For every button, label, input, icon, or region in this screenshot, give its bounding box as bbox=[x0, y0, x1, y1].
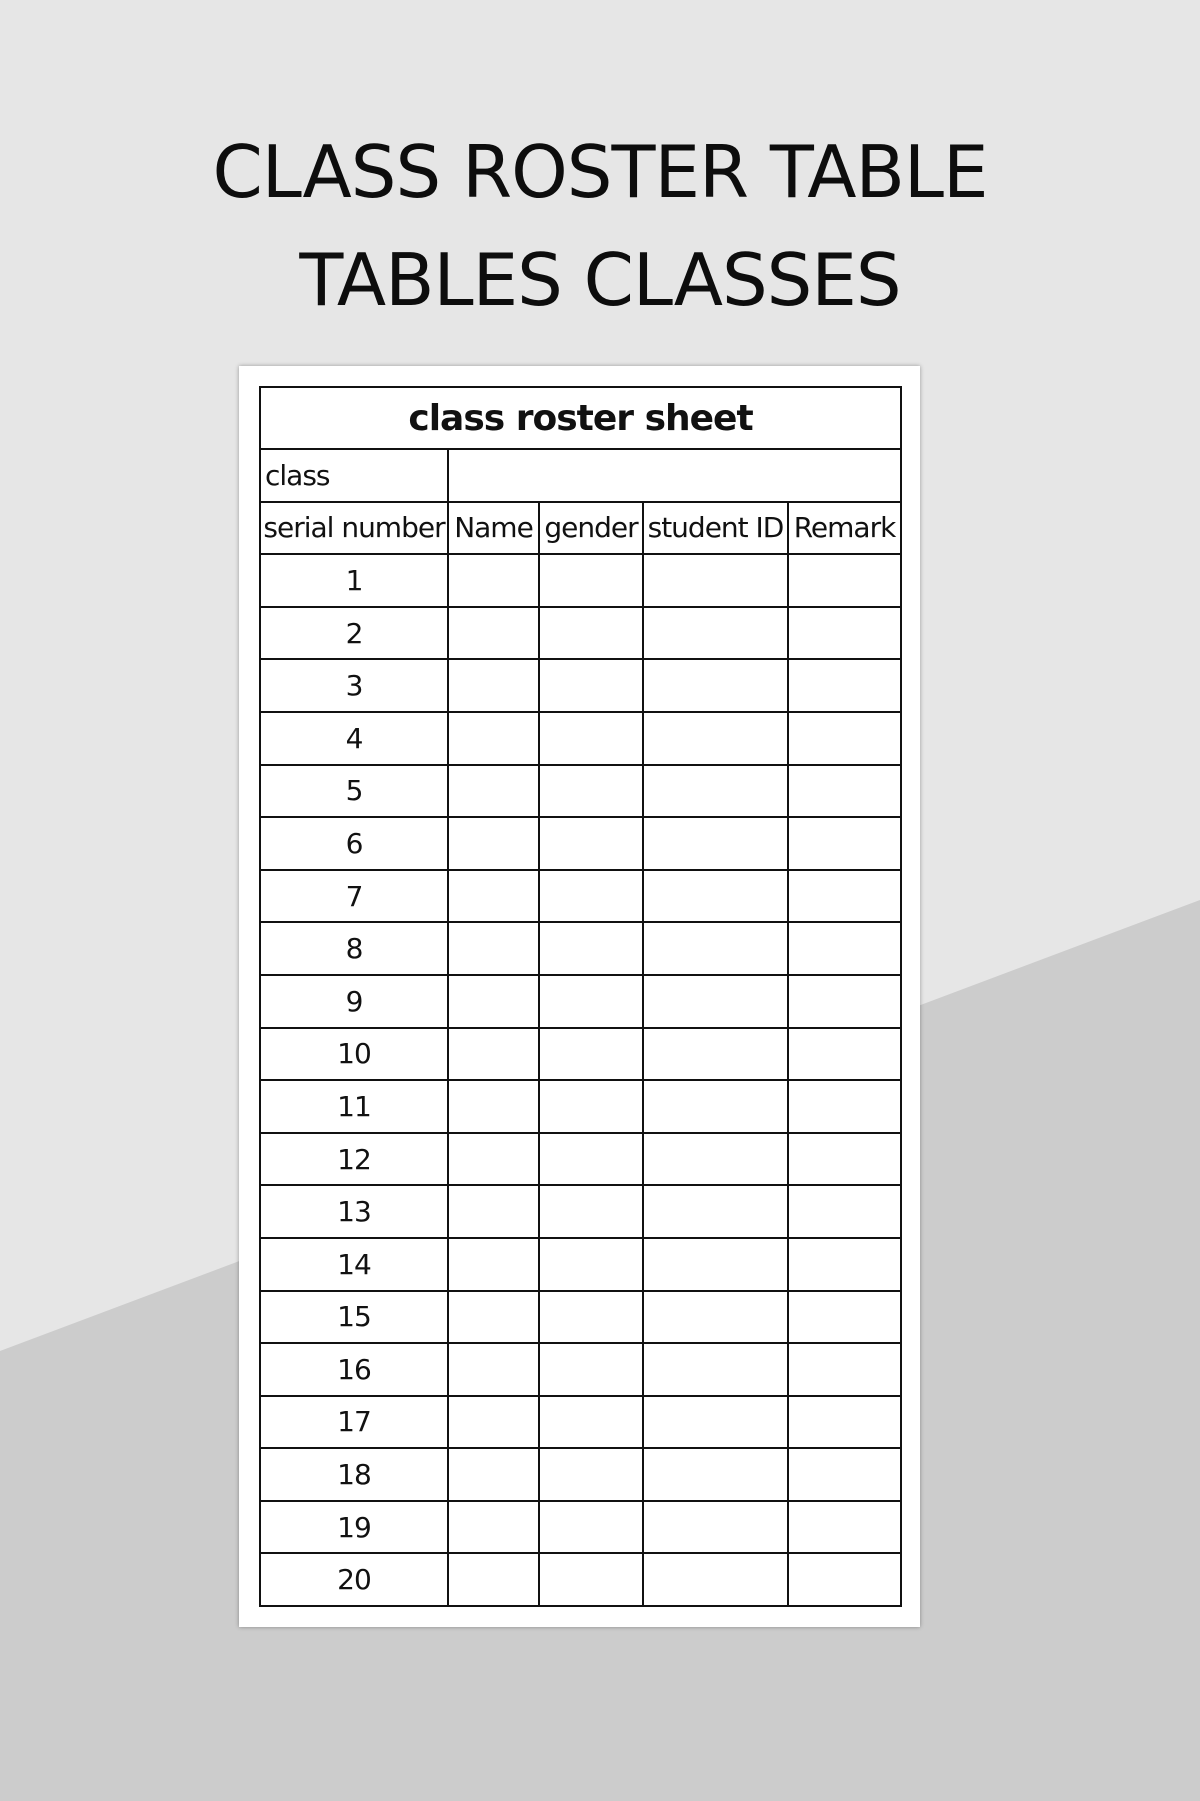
remark-cell[interactable] bbox=[788, 1448, 901, 1501]
name-cell[interactable] bbox=[448, 1501, 539, 1554]
table-row bbox=[260, 1396, 901, 1449]
gender-cell[interactable] bbox=[539, 870, 643, 923]
name-cell[interactable] bbox=[448, 1448, 539, 1501]
remark-cell[interactable] bbox=[788, 1343, 901, 1396]
table-row bbox=[260, 1291, 901, 1344]
remark-cell[interactable] bbox=[788, 554, 901, 607]
student-id-cell[interactable] bbox=[643, 1185, 788, 1238]
roster-sheet bbox=[239, 366, 920, 1627]
serial-number-cell: 20 bbox=[260, 1553, 448, 1606]
gender-cell[interactable] bbox=[539, 554, 643, 607]
gender-cell[interactable] bbox=[539, 1448, 643, 1501]
student-id-cell[interactable] bbox=[643, 1080, 788, 1133]
class-label: class bbox=[260, 449, 448, 502]
column-header-serial-number: serial number bbox=[260, 502, 448, 555]
student-id-cell[interactable] bbox=[643, 659, 788, 712]
class-row bbox=[260, 449, 901, 502]
student-id-cell[interactable] bbox=[643, 817, 788, 870]
remark-cell[interactable] bbox=[788, 1501, 901, 1554]
serial-number-cell: 18 bbox=[260, 1448, 448, 1501]
serial-number-cell: 16 bbox=[260, 1343, 448, 1396]
table-row bbox=[260, 975, 901, 1028]
student-id-cell[interactable] bbox=[643, 765, 788, 818]
table-row bbox=[260, 765, 901, 818]
gender-cell[interactable] bbox=[539, 659, 643, 712]
name-cell[interactable] bbox=[448, 975, 539, 1028]
gender-cell[interactable] bbox=[539, 1501, 643, 1554]
student-id-cell[interactable] bbox=[643, 554, 788, 607]
gender-cell[interactable] bbox=[539, 607, 643, 660]
name-cell[interactable] bbox=[448, 1553, 539, 1606]
serial-number-cell: 14 bbox=[260, 1238, 448, 1291]
name-cell[interactable] bbox=[448, 1133, 539, 1186]
remark-cell[interactable] bbox=[788, 1080, 901, 1133]
serial-number-cell: 13 bbox=[260, 1185, 448, 1238]
serial-number-cell: 19 bbox=[260, 1501, 448, 1554]
name-cell[interactable] bbox=[448, 1080, 539, 1133]
table-row bbox=[260, 659, 901, 712]
column-header-student-id: student ID bbox=[643, 502, 788, 555]
table-row bbox=[260, 1448, 901, 1501]
header-row bbox=[260, 502, 901, 555]
name-cell[interactable] bbox=[448, 554, 539, 607]
table-row bbox=[260, 922, 901, 975]
serial-number-cell: 3 bbox=[260, 659, 448, 712]
remark-cell[interactable] bbox=[788, 765, 901, 818]
name-cell[interactable] bbox=[448, 870, 539, 923]
table-row bbox=[260, 1501, 901, 1554]
remark-cell[interactable] bbox=[788, 712, 901, 765]
gender-cell[interactable] bbox=[539, 1396, 643, 1449]
table-row bbox=[260, 1343, 901, 1396]
serial-number-cell: 2 bbox=[260, 607, 448, 660]
name-cell[interactable] bbox=[448, 765, 539, 818]
serial-number-cell: 7 bbox=[260, 870, 448, 923]
serial-number-cell: 5 bbox=[260, 765, 448, 818]
name-cell[interactable] bbox=[448, 659, 539, 712]
student-id-cell[interactable] bbox=[643, 1448, 788, 1501]
gender-cell[interactable] bbox=[539, 1291, 643, 1344]
name-cell[interactable] bbox=[448, 712, 539, 765]
column-header-name: Name bbox=[448, 502, 539, 555]
gender-cell[interactable] bbox=[539, 712, 643, 765]
remark-cell[interactable] bbox=[788, 1238, 901, 1291]
gender-cell[interactable] bbox=[539, 1553, 643, 1606]
table-row bbox=[260, 1028, 901, 1081]
student-id-cell[interactable] bbox=[643, 975, 788, 1028]
remark-cell[interactable] bbox=[788, 1028, 901, 1081]
gender-cell[interactable] bbox=[539, 1028, 643, 1081]
name-cell[interactable] bbox=[448, 1185, 539, 1238]
gender-cell[interactable] bbox=[539, 1238, 643, 1291]
heading-line-1: CLASS ROSTER TABLE bbox=[212, 130, 988, 214]
remark-cell[interactable] bbox=[788, 1396, 901, 1449]
name-cell[interactable] bbox=[448, 1238, 539, 1291]
remark-cell[interactable] bbox=[788, 659, 901, 712]
name-cell[interactable] bbox=[448, 1343, 539, 1396]
table-row bbox=[260, 1553, 901, 1606]
class-value-cell[interactable] bbox=[448, 449, 901, 502]
student-id-cell[interactable] bbox=[643, 1238, 788, 1291]
table-row bbox=[260, 607, 901, 660]
serial-number-cell: 11 bbox=[260, 1080, 448, 1133]
remark-cell[interactable] bbox=[788, 1553, 901, 1606]
serial-number-cell: 10 bbox=[260, 1028, 448, 1081]
name-cell[interactable] bbox=[448, 817, 539, 870]
remark-cell[interactable] bbox=[788, 817, 901, 870]
title-row bbox=[260, 387, 901, 449]
gender-cell[interactable] bbox=[539, 975, 643, 1028]
serial-number-cell: 1 bbox=[260, 554, 448, 607]
table-row bbox=[260, 554, 901, 607]
column-header-gender: gender bbox=[539, 502, 643, 555]
student-id-cell[interactable] bbox=[643, 1133, 788, 1186]
table-row bbox=[260, 870, 901, 923]
gender-cell[interactable] bbox=[539, 922, 643, 975]
serial-number-cell: 15 bbox=[260, 1291, 448, 1344]
table-row bbox=[260, 712, 901, 765]
student-id-cell[interactable] bbox=[643, 1553, 788, 1606]
student-id-cell[interactable] bbox=[643, 607, 788, 660]
student-id-cell[interactable] bbox=[643, 1291, 788, 1344]
student-id-cell[interactable] bbox=[643, 1396, 788, 1449]
table-row bbox=[260, 1185, 901, 1238]
remark-cell[interactable] bbox=[788, 1185, 901, 1238]
remark-cell[interactable] bbox=[788, 1133, 901, 1186]
name-cell[interactable] bbox=[448, 607, 539, 660]
table-row bbox=[260, 1080, 901, 1133]
gender-cell[interactable] bbox=[539, 1133, 643, 1186]
sheet-title: class roster sheet bbox=[260, 387, 901, 449]
serial-number-cell: 8 bbox=[260, 922, 448, 975]
serial-number-cell: 6 bbox=[260, 817, 448, 870]
table-row bbox=[260, 1133, 901, 1186]
remark-cell[interactable] bbox=[788, 922, 901, 975]
remark-cell[interactable] bbox=[788, 1291, 901, 1344]
heading-line-2: TABLES CLASSES bbox=[299, 238, 901, 322]
remark-cell[interactable] bbox=[788, 870, 901, 923]
gender-cell[interactable] bbox=[539, 1080, 643, 1133]
student-id-cell[interactable] bbox=[643, 712, 788, 765]
gender-cell[interactable] bbox=[539, 1185, 643, 1238]
student-id-cell[interactable] bbox=[643, 922, 788, 975]
gender-cell[interactable] bbox=[539, 1343, 643, 1396]
serial-number-cell: 12 bbox=[260, 1133, 448, 1186]
name-cell[interactable] bbox=[448, 922, 539, 975]
student-id-cell[interactable] bbox=[643, 1343, 788, 1396]
column-header-remark: Remark bbox=[788, 502, 901, 555]
serial-number-cell: 4 bbox=[260, 712, 448, 765]
name-cell[interactable] bbox=[448, 1396, 539, 1449]
serial-number-cell: 9 bbox=[260, 975, 448, 1028]
remark-cell[interactable] bbox=[788, 607, 901, 660]
student-id-cell[interactable] bbox=[643, 1028, 788, 1081]
serial-number-cell: 17 bbox=[260, 1396, 448, 1449]
table-row bbox=[260, 1238, 901, 1291]
gender-cell[interactable] bbox=[539, 817, 643, 870]
name-cell[interactable] bbox=[448, 1028, 539, 1081]
student-id-cell[interactable] bbox=[643, 1501, 788, 1554]
table-row bbox=[260, 817, 901, 870]
name-cell[interactable] bbox=[448, 1291, 539, 1344]
remark-cell[interactable] bbox=[788, 975, 901, 1028]
gender-cell[interactable] bbox=[539, 765, 643, 818]
student-id-cell[interactable] bbox=[643, 870, 788, 923]
roster-table bbox=[259, 386, 902, 1607]
page-heading bbox=[0, 118, 1200, 334]
